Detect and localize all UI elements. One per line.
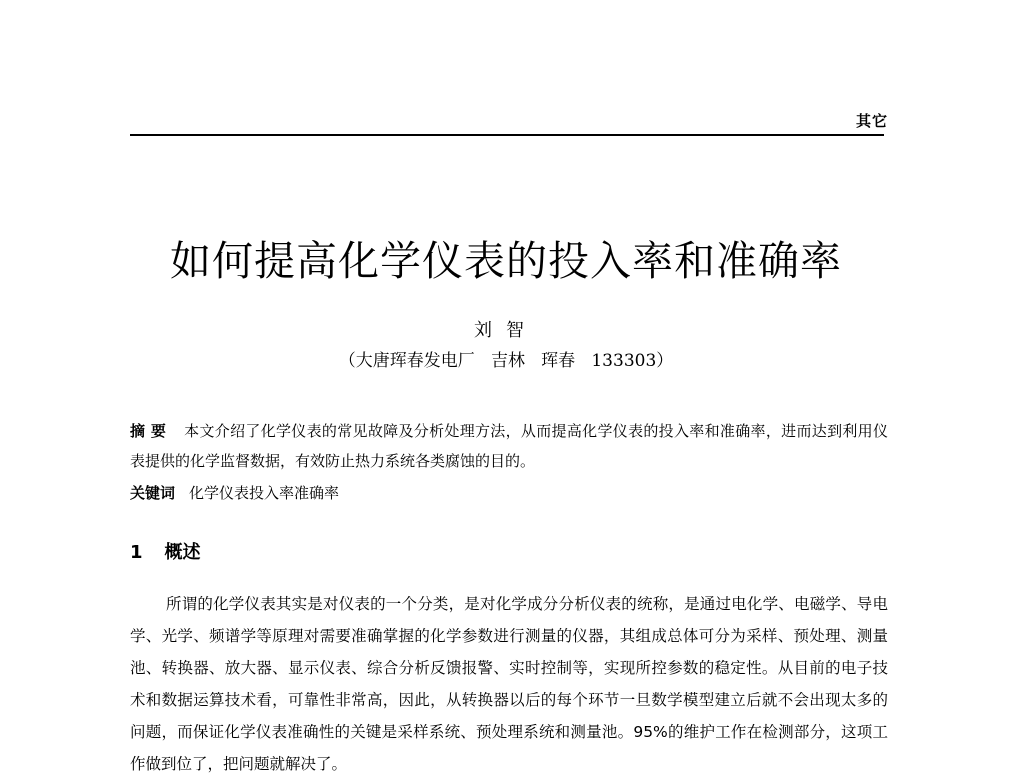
running-header-section-tag: 其它	[855, 112, 888, 130]
header-rule	[130, 134, 884, 136]
body-paragraph: 所谓的化学仪表其实是对仪表的一个分类，是对化学成分分析仪表的统称，是通过电化学、电磁学、导电学、光学、频谱学等原理对需要准确掌握的化学参数进行测量的仪器，其组成总体可分为采样、预处理、测量池、转换器、放大器、显示仪表、综合分析反馈报警、实时控制等，实现所控参数的稳定性。从目前的电子技术和数据运算技术看，可靠性非常高，因此，从转换器以后的每个环节一旦数学模型建立后就不会出现太多的问题，而保证化学仪表准确性的关键是采样系统、预处理系统和测量池。95%的维护工作在检测部分，这项工作做到位了，把问题就解决了。	[130, 595, 888, 773]
author-affiliation: （大唐珲春发电厂 吉林 珲春 133303）	[338, 351, 674, 371]
section-title: 概述	[164, 542, 201, 563]
section-heading	[130, 538, 201, 564]
article-title: 如何提高化学仪表的投入率和准确率	[170, 237, 842, 285]
keywords-label: 关键词	[130, 484, 176, 502]
section-number: 1	[130, 542, 143, 563]
keywords-text: 化学仪表投入率准确率	[189, 484, 340, 502]
abstract-label: 摘 要	[130, 422, 167, 440]
keywords	[130, 478, 888, 508]
author-name: 刘智	[474, 320, 538, 341]
author-line	[0, 316, 1012, 342]
abstract	[130, 416, 888, 476]
abstract-text: 本文介绍了化学仪表的常见故障及分析处理方法，从而提高化学仪表的投入率和准确率，进而达到利用仪表提供的化学监督数据，有效防止热力系统各类腐蚀的目的。	[130, 422, 888, 470]
